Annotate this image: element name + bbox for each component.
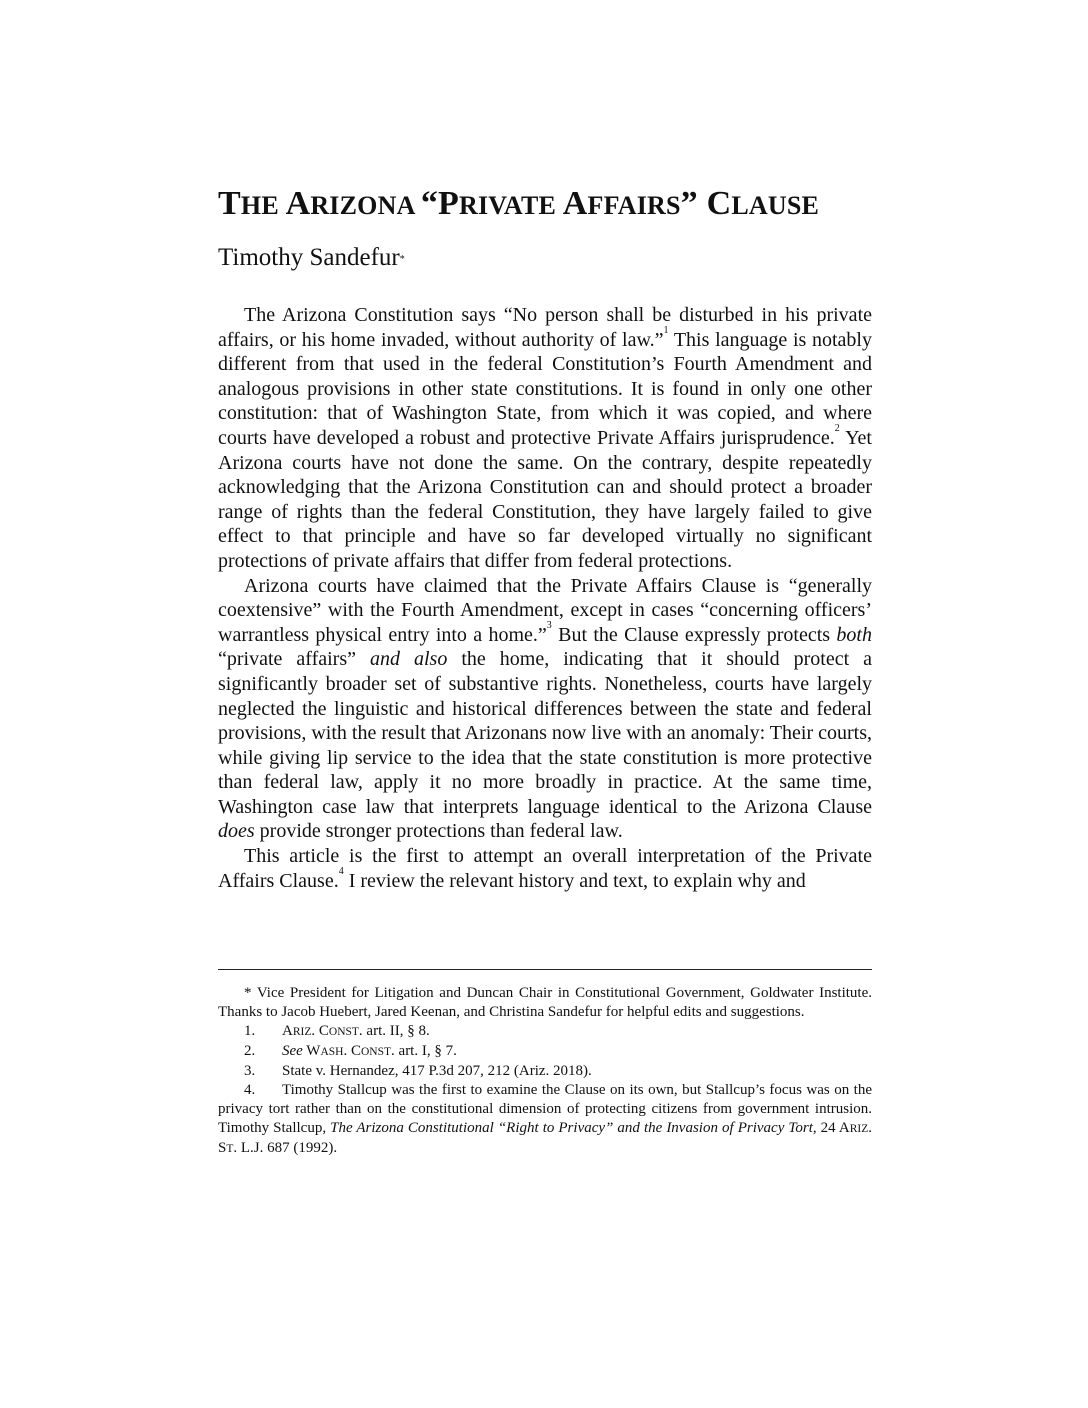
author-byline [218, 243, 405, 273]
footnote-1: 1. ARIZ. CONST. art. II, § 8. [244, 1023, 430, 1039]
footnote-ref-2: 2 [834, 422, 840, 434]
article-body [218, 303, 872, 893]
author-footnote-mark: * [399, 254, 405, 265]
footnote-ref-4: 4 [338, 865, 344, 877]
body-paragraph-2: Arizona courts have claimed that the Private Affairs Clause is “generally coextensive” with the Fourth Amendment, except in cases “concerning officers’ warrantless physical entry into a home.”$^3$ But the Clause expressly protects both “private affairs” and also the home, indicating that it should protect a significantly broader set of substantive rights. Nonetheless, courts have largely neglected the linguistic and historical differences between the state and federal provisions, with the result that Arizonans now live with an anomaly: Their courts, while giving lip service to the idea that the state constitution is more protective than federal law, apply it no more broadly in practice. At the same time, Washington case law that interprets language identical to the Arizona Clause does provide stronger protections than federal law. [218, 574, 873, 843]
footnote-3: 3. State v. Hernandez, 417 P.3d 207, 212 (Ariz. 2018). [244, 1063, 592, 1079]
article-title: THE ARIZONA “PRIVATE AFFAIRS” CLAUSE [218, 185, 820, 222]
footnote-ref-1: 1 [663, 324, 669, 336]
footnote-4: 4. Timothy Stallcup was the first to examine the Clause on its own, but Stallcup’s focus was on the privacy tort rather than on the constitutional dimension of protecting citizens from government intrusion. Timothy Stallcup, The Arizona Constitutional “Right to Privacy” and the Invasion of Privacy Tort, 24 ARIZ. ST. L.J. 687 (1992). [218, 1082, 872, 1156]
footnotes [218, 984, 872, 1159]
footnote-author: * Vice President for Litigation and Duncan Chair in Constitutional Government, Goldwater Institute. Thanks to Jacob Huebert, Jared Keenan, and Christina Sandefur for helpful edits and suggestions. [218, 985, 872, 1020]
document-page [218, 0, 872, 1408]
body-paragraph-1: The Arizona Constitution says “No person shall be disturbed in his private affairs, or his home invaded, without authority of law.”$^1$ This language is notably different from that used in the federal Constitution’s Fourth Amendment and analogous provisions in other state constitutions. It is found in only one other constitution: that of Washington State, from which it was copied, and where courts have developed a robust and protective Private Affairs jurisprudence.$^2$ Yet Arizona courts have not done the same. On the contrary, despite repeatedly acknowledging that the Arizona Constitution can and should protect a broader range of rights than the federal Constitution, they have largely failed to give effect to that principle and have so far developed virtually no significant protections of private affairs that differ from federal protections. [218, 304, 872, 572]
author-name: Timothy Sandefur [218, 244, 400, 271]
emphasis-and-also: and also [370, 648, 448, 671]
footnote-divider [218, 969, 872, 970]
emphasis-does: does [218, 820, 255, 843]
emphasis-both: both [836, 623, 872, 646]
footnote-2: 2. See WASH. CONST. art. I, § 7. [244, 1043, 457, 1059]
body-paragraph-3: This article is the first to attempt an overall interpretation of the Private Affairs Clause.$^4$ I review the relevant history and text, to explain why and [218, 845, 872, 892]
footnote-ref-3: 3 [546, 619, 552, 631]
